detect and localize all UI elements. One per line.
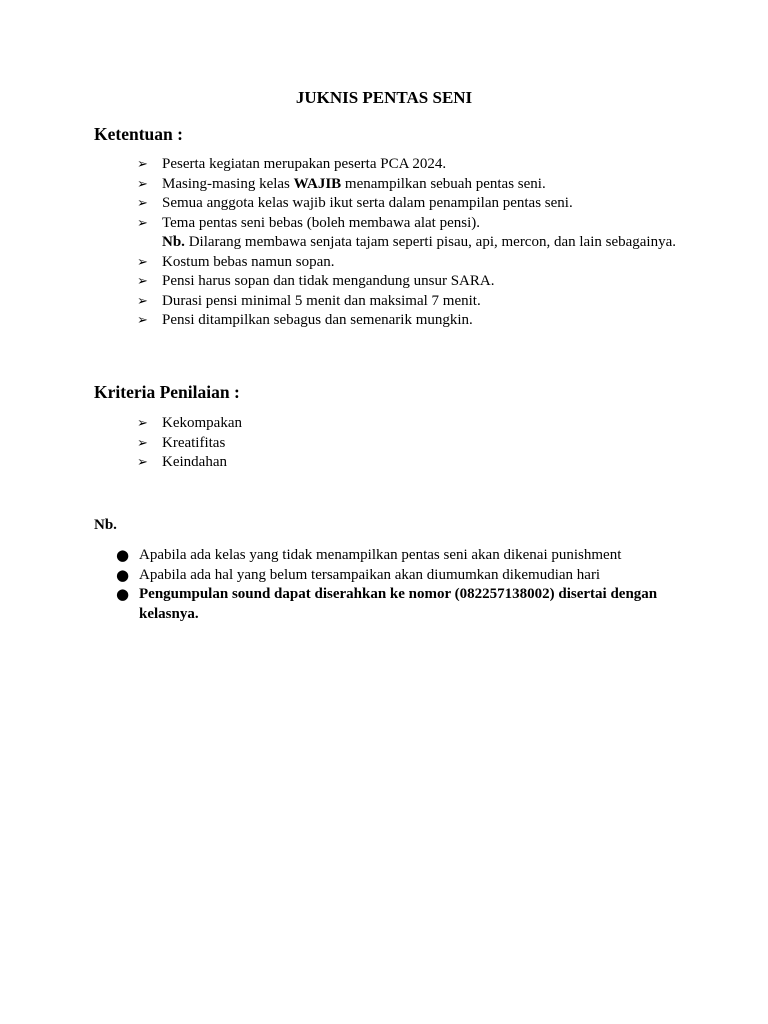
list-item: ➢ Peserta kegiatan merupakan peserta PCA 2024. xyxy=(137,155,677,175)
nb-list xyxy=(114,546,694,624)
list-item: ➢ Keindahan xyxy=(137,453,677,473)
arrowhead-bullet-icon: ➢ xyxy=(137,176,148,192)
document-title: JUKNIS PENTAS SENI xyxy=(295,88,473,107)
list-item: ➢ Durasi pensi minimal 5 menit dan maksimal 7 menit. xyxy=(137,292,677,312)
note-text: Dilarang membawa senjata tajam seperti pisau, api, mercon, dan lain sebagainya. xyxy=(184,234,677,250)
list-item: ➢ Masing-masing kelas WAJIB menampilkan sebuah pentas seni. xyxy=(137,175,677,195)
round-bullet-icon: ● xyxy=(116,565,130,584)
list-item: ● Apabila ada kelas yang tidak menampilkan pentas seni akan dikenai punishment xyxy=(116,546,622,564)
arrowhead-bullet-icon: ➢ xyxy=(137,157,148,172)
list-item: ➢ Kostum bebas namun sopan. xyxy=(137,253,677,273)
arrowhead-bullet-icon: ➢ xyxy=(137,313,148,328)
list-item: ● Apabila ada hal yang belum tersampaikan akan diumumkan dikemudian hari xyxy=(116,565,601,584)
list-item: ● Pengumpulan sound dapat diserahkan ke nomor (082257138002) disertai dengan kelasnya. xyxy=(116,585,658,622)
wajib-emphasis: WAJIB xyxy=(293,175,342,192)
list-item: ➢ Tema pentas seni bebas (boleh membawa alat pensi). xyxy=(137,214,677,234)
arrowhead-bullet-icon: ➢ xyxy=(137,416,148,431)
arrowhead-bullet-icon: ➢ xyxy=(137,435,148,451)
list-item: ➢ Kekompakan xyxy=(137,414,677,434)
round-bullet-icon: ● xyxy=(116,585,130,603)
round-bullet-icon: ● xyxy=(116,546,130,564)
list-item: ➢ Kreatifitas xyxy=(137,434,677,454)
arrowhead-bullet-icon: ➢ xyxy=(137,274,148,289)
list-item: ➢ Semua anggota kelas wajib ikut serta dalam penampilan pentas seni. xyxy=(137,194,677,214)
arrowhead-bullet-icon: ➢ xyxy=(137,196,148,211)
arrowhead-bullet-icon: ➢ xyxy=(137,293,148,309)
kriteria-heading: Kriteria Penilaian : xyxy=(94,382,240,402)
ketentuan-list xyxy=(137,155,677,331)
list-item: ➢ Pensi harus sopan dan tidak mengandung unsur SARA. xyxy=(137,272,677,292)
list-item: ➢ Pensi ditampilkan sebagus dan semenarik mungkin. xyxy=(137,311,677,331)
ketentuan-note xyxy=(137,233,677,253)
arrowhead-bullet-icon: ➢ xyxy=(137,215,148,231)
arrowhead-bullet-icon: ➢ xyxy=(137,455,148,470)
kriteria-list xyxy=(137,414,677,473)
note-label: Nb. xyxy=(162,234,185,250)
arrowhead-bullet-icon: ➢ xyxy=(137,254,148,270)
ketentuan-heading: Ketentuan : xyxy=(94,124,183,144)
nb-heading: Nb. xyxy=(94,517,117,533)
